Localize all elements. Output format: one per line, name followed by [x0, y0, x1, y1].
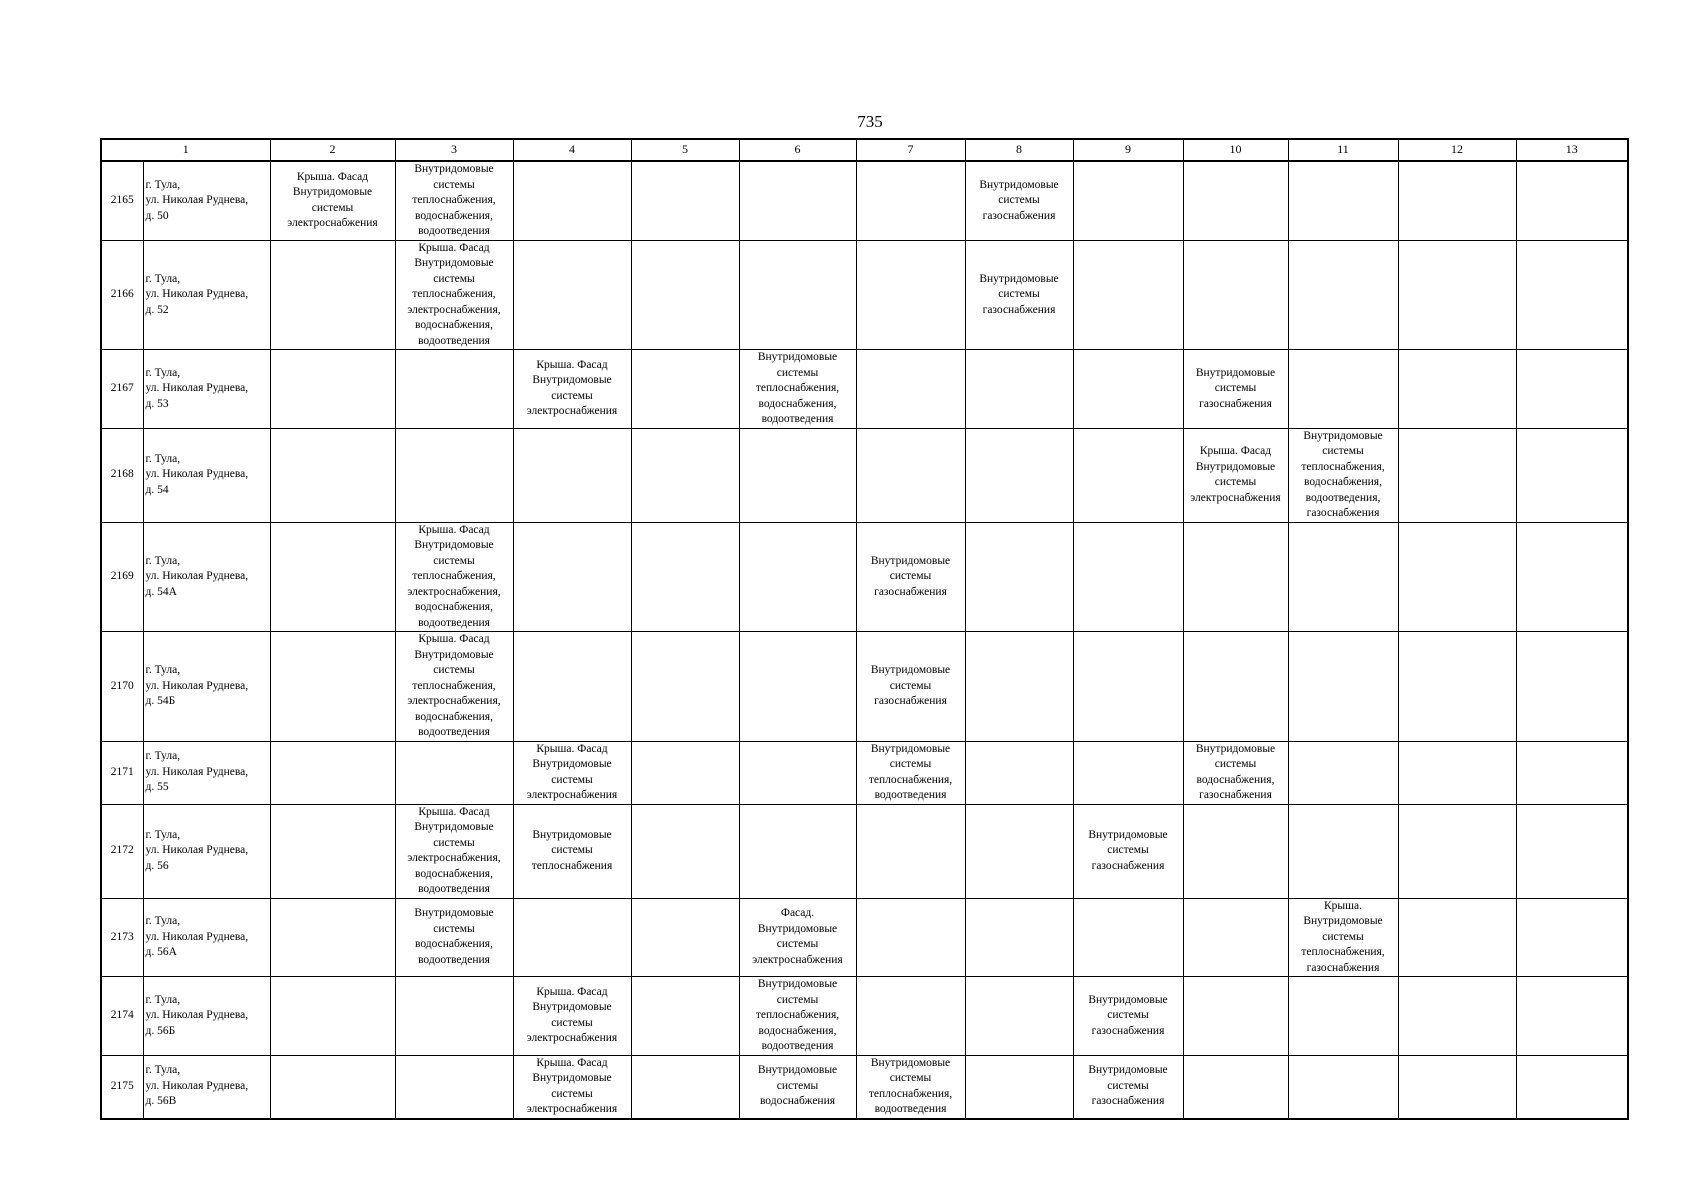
work-cell-col-9 — [1073, 632, 1183, 742]
address-cell — [143, 428, 270, 522]
work-description: Внутридомовые системы газоснабжения — [870, 664, 951, 707]
address-line: д. 55 — [145, 781, 169, 794]
work-cell-col-4 — [513, 898, 631, 977]
work-description: Внутридомовые системы водоснабжения, водоотведения — [414, 907, 494, 966]
work-cell-col-2 — [270, 977, 395, 1056]
address-line: ул. Николая Руднева, — [145, 468, 249, 481]
work-cell-col-6 — [739, 350, 856, 429]
table-row — [101, 350, 1628, 429]
work-cell-col-2 — [270, 350, 395, 429]
work-description: Фасад. Внутридомовые системы электроснабжения — [752, 907, 843, 966]
work-description: Внутридомовые системы водоснабжения — [757, 1064, 838, 1108]
work-cell-col-4 — [513, 240, 631, 350]
address-line: г. Тула, — [145, 664, 181, 676]
work-cell-col-5 — [631, 1055, 739, 1119]
work-cell-col-12 — [1398, 240, 1516, 350]
work-cell-col-7 — [856, 741, 965, 804]
table-row — [101, 632, 1628, 742]
work-cell-col-11 — [1288, 428, 1398, 522]
column-header-4: 4 — [513, 139, 631, 161]
work-cell-col-2 — [270, 804, 395, 898]
work-cell-col-8 — [965, 1055, 1073, 1119]
work-description: Внутридомовые системы газоснабжения — [979, 272, 1059, 316]
work-cell-col-2 — [270, 522, 395, 632]
work-cell-col-8 — [965, 240, 1073, 350]
work-cell-col-13 — [1516, 741, 1628, 804]
address-line: ул. Николая Руднева, — [145, 194, 249, 206]
work-description: Крыша. Фасад Внутридомовые системы теплоснабжения, электроснабжения, водоснабжения, водоотведения — [407, 523, 501, 629]
work-cell-col-4 — [513, 977, 631, 1056]
work-cell-col-5 — [631, 350, 739, 429]
work-cell-col-5 — [631, 741, 739, 804]
work-cell-col-8 — [965, 977, 1073, 1056]
work-cell-col-10 — [1183, 741, 1288, 804]
address-cell — [143, 1055, 270, 1119]
work-cell-col-3 — [395, 240, 513, 350]
work-description: Крыша. Фасад Внутридомовые системы электроснабжения — [526, 358, 618, 418]
address-line: г. Тула, — [145, 915, 181, 927]
address-line: д. 50 — [145, 209, 169, 222]
work-cell-col-6 — [739, 977, 856, 1056]
row-number: 2175 — [101, 1055, 143, 1119]
work-description: Внутридомовые системы теплоснабжения, водоснабжения, водоотведения — [412, 163, 496, 237]
work-cell-col-11 — [1288, 161, 1398, 240]
address-line: г. Тула, — [145, 366, 181, 379]
column-header-3: 3 — [395, 139, 513, 161]
work-cell-col-4 — [513, 428, 631, 522]
work-cell-col-9 — [1073, 977, 1183, 1056]
work-description: Внутридомовые системы газоснабжения — [870, 554, 951, 598]
address-line: ул. Николая Руднева, — [145, 570, 249, 582]
work-cell-col-10 — [1183, 1055, 1288, 1119]
address-line: ул. Николая Руднева, — [145, 382, 249, 394]
address-line: ул. Николая Руднева, — [145, 765, 249, 778]
row-number: 2168 — [101, 428, 143, 522]
column-header-1: 1 — [101, 139, 270, 161]
column-header-2: 2 — [270, 139, 395, 161]
address-cell — [143, 898, 270, 977]
work-cell-col-4 — [513, 522, 631, 632]
address-cell — [143, 804, 270, 898]
work-cell-col-5 — [631, 898, 739, 977]
work-cell-col-10 — [1183, 350, 1288, 429]
work-cell-col-3 — [395, 898, 513, 977]
work-cell-col-10 — [1183, 977, 1288, 1056]
column-header-13: 13 — [1516, 139, 1628, 161]
work-cell-col-7 — [856, 522, 965, 632]
work-cell-col-11 — [1288, 240, 1398, 350]
address-line: ул. Николая Руднева, — [145, 1079, 249, 1092]
address-line: д. 53 — [145, 397, 169, 410]
address-cell — [143, 240, 270, 350]
work-cell-col-6 — [739, 898, 856, 977]
column-number-header-row — [101, 139, 1628, 161]
work-cell-col-7 — [856, 240, 965, 350]
work-description: Внутридомовые системы теплоснабжения, водоснабжения, водоотведения, газоснабжения — [1301, 429, 1385, 519]
column-header-11: 11 — [1288, 139, 1398, 161]
work-cell-col-12 — [1398, 522, 1516, 632]
work-cell-col-13 — [1516, 161, 1628, 240]
row-number: 2171 — [101, 741, 143, 804]
work-cell-col-3 — [395, 741, 513, 804]
work-cell-col-6 — [739, 804, 856, 898]
work-cell-col-10 — [1183, 240, 1288, 350]
work-cell-col-4 — [513, 632, 631, 742]
work-cell-col-9 — [1073, 161, 1183, 240]
row-number: 2165 — [101, 161, 143, 240]
work-cell-col-9 — [1073, 522, 1183, 632]
column-header-12: 12 — [1398, 139, 1516, 161]
work-description: Внутридомовые системы газоснабжения — [1088, 993, 1168, 1037]
work-description: Внутридомовые системы теплоснабжения — [531, 828, 613, 872]
work-cell-col-13 — [1516, 632, 1628, 742]
work-description: Крыша. Фасад Внутридомовые системы электроснабжения — [526, 1056, 618, 1115]
work-cell-col-12 — [1398, 1055, 1516, 1119]
address-line: ул. Николая Руднева, — [145, 844, 249, 857]
address-line: г. Тула, — [145, 750, 181, 763]
work-cell-col-6 — [739, 632, 856, 742]
work-cell-col-7 — [856, 350, 965, 429]
work-schedule-table — [100, 138, 1629, 1120]
work-cell-col-5 — [631, 522, 739, 632]
address-cell — [143, 977, 270, 1056]
work-cell-col-6 — [739, 161, 856, 240]
table-row — [101, 161, 1628, 240]
work-cell-col-12 — [1398, 804, 1516, 898]
work-cell-col-12 — [1398, 428, 1516, 522]
address-line: ул. Николая Руднева, — [145, 288, 249, 300]
work-cell-col-4 — [513, 741, 631, 804]
work-cell-col-3 — [395, 522, 513, 632]
address-line: г. Тула, — [145, 828, 181, 841]
work-cell-col-7 — [856, 804, 965, 898]
work-description: Крыша. Фасад Внутридомовые системы электроснабжения — [1190, 445, 1281, 504]
work-cell-col-2 — [270, 1055, 395, 1119]
address-line: д. 56В — [145, 1095, 177, 1108]
work-cell-col-5 — [631, 977, 739, 1056]
row-number: 2174 — [101, 977, 143, 1056]
work-cell-col-8 — [965, 741, 1073, 804]
address-line: ул. Николая Руднева, — [145, 1009, 249, 1021]
address-line: г. Тула, — [145, 272, 181, 285]
work-cell-col-8 — [965, 350, 1073, 429]
work-cell-col-10 — [1183, 428, 1288, 522]
address-line: г. Тула, — [145, 452, 181, 465]
work-cell-col-12 — [1398, 632, 1516, 742]
work-cell-col-2 — [270, 428, 395, 522]
work-cell-col-2 — [270, 240, 395, 350]
table-row — [101, 898, 1628, 977]
row-number: 2173 — [101, 898, 143, 977]
work-cell-col-9 — [1073, 741, 1183, 804]
work-cell-col-12 — [1398, 741, 1516, 804]
work-cell-col-5 — [631, 632, 739, 742]
table-row — [101, 522, 1628, 632]
row-number: 2172 — [101, 804, 143, 898]
column-header-6: 6 — [739, 139, 856, 161]
work-description: Крыша. Фасад Внутридомовые системы электроснабжения, водоснабжения, водоотведения — [407, 805, 501, 895]
row-number: 2166 — [101, 240, 143, 350]
work-description: Внутридомовые системы газоснабжения — [979, 178, 1059, 222]
work-cell-col-7 — [856, 898, 965, 977]
work-cell-col-6 — [739, 1055, 856, 1119]
page-number: 735 — [857, 112, 883, 131]
work-cell-col-11 — [1288, 898, 1398, 977]
address-cell — [143, 522, 270, 632]
work-cell-col-12 — [1398, 898, 1516, 977]
work-cell-col-13 — [1516, 240, 1628, 350]
work-cell-col-12 — [1398, 977, 1516, 1056]
work-cell-col-7 — [856, 428, 965, 522]
work-cell-col-13 — [1516, 522, 1628, 632]
work-description: Внутридомовые системы теплоснабжения, водоотведения — [868, 742, 953, 801]
work-cell-col-11 — [1288, 1055, 1398, 1119]
work-cell-col-10 — [1183, 161, 1288, 240]
work-cell-col-11 — [1288, 522, 1398, 632]
work-cell-col-5 — [631, 161, 739, 240]
work-cell-col-11 — [1288, 350, 1398, 429]
work-cell-col-2 — [270, 741, 395, 804]
address-cell — [143, 741, 270, 804]
address-cell — [143, 632, 270, 742]
work-cell-col-5 — [631, 804, 739, 898]
column-header-9: 9 — [1073, 139, 1183, 161]
work-description: Крыша. Фасад Внутридомовые системы электроснабжения — [287, 170, 378, 230]
work-cell-col-6 — [739, 428, 856, 522]
work-cell-col-12 — [1398, 161, 1516, 240]
table-row — [101, 741, 1628, 804]
work-cell-col-6 — [739, 741, 856, 804]
work-cell-col-8 — [965, 428, 1073, 522]
column-header-8: 8 — [965, 139, 1073, 161]
work-cell-col-9 — [1073, 1055, 1183, 1119]
work-cell-col-5 — [631, 240, 739, 350]
table-row — [101, 428, 1628, 522]
work-description: Внутридомовые системы теплоснабжения, водоотведения — [868, 1056, 953, 1115]
table-body — [101, 161, 1628, 1119]
column-header-5: 5 — [631, 139, 739, 161]
work-cell-col-10 — [1183, 522, 1288, 632]
work-cell-col-3 — [395, 1055, 513, 1119]
row-number: 2169 — [101, 522, 143, 632]
work-cell-col-8 — [965, 898, 1073, 977]
work-cell-col-9 — [1073, 240, 1183, 350]
work-description: Внутридомовые системы газоснабжения — [1088, 1064, 1168, 1108]
work-cell-col-7 — [856, 1055, 965, 1119]
work-cell-col-9 — [1073, 898, 1183, 977]
work-cell-col-13 — [1516, 350, 1628, 429]
work-description: Внутридомовые системы теплоснабжения, водоснабжения, водоотведения — [755, 978, 840, 1052]
work-description: Крыша. Внутридомовые системы теплоснабжения, газоснабжения — [1301, 899, 1385, 974]
work-cell-col-13 — [1516, 898, 1628, 977]
work-cell-col-9 — [1073, 428, 1183, 522]
work-cell-col-3 — [395, 428, 513, 522]
address-line: г. Тула, — [145, 554, 181, 567]
work-cell-col-9 — [1073, 804, 1183, 898]
address-line: д. 56 — [145, 859, 169, 872]
address-line: д. 56Б — [145, 1024, 176, 1037]
work-cell-col-10 — [1183, 632, 1288, 742]
work-cell-col-3 — [395, 350, 513, 429]
address-line: ул. Николая Руднева, — [145, 930, 249, 943]
work-cell-col-11 — [1288, 977, 1398, 1056]
work-cell-col-8 — [965, 804, 1073, 898]
work-description: Крыша. Фасад Внутридомовые системы теплоснабжения, электроснабжения, водоснабжения, водоотведения — [407, 241, 501, 347]
address-line: д. 52 — [145, 303, 169, 316]
address-line: д. 54Б — [145, 695, 176, 707]
work-cell-col-9 — [1073, 350, 1183, 429]
work-cell-col-4 — [513, 804, 631, 898]
work-cell-col-7 — [856, 977, 965, 1056]
work-description: Внутридомовые системы газоснабжения — [1195, 366, 1276, 410]
address-line: д. 54А — [145, 585, 177, 598]
work-cell-col-8 — [965, 632, 1073, 742]
work-description: Внутридомовые системы теплоснабжения, водоснабжения, водоотведения — [755, 351, 840, 425]
work-cell-col-13 — [1516, 428, 1628, 522]
address-line: ул. Николая Руднева, — [145, 679, 249, 692]
column-header-7: 7 — [856, 139, 965, 161]
work-cell-col-11 — [1288, 632, 1398, 742]
work-cell-col-2 — [270, 161, 395, 240]
work-description: Крыша. Фасад Внутридомовые системы электроснабжения — [526, 742, 618, 801]
work-cell-col-6 — [739, 522, 856, 632]
row-number: 2170 — [101, 632, 143, 742]
row-number: 2167 — [101, 350, 143, 429]
work-description: Крыша. Фасад Внутридомовые системы теплоснабжения, электроснабжения, водоснабжения, водоотведения — [407, 633, 501, 738]
address-line: д. 56А — [145, 946, 177, 958]
address-line: д. 54 — [145, 483, 169, 496]
table-row — [101, 240, 1628, 350]
work-description: Внутридомовые системы газоснабжения — [1088, 828, 1168, 872]
work-cell-col-6 — [739, 240, 856, 350]
table-row — [101, 804, 1628, 898]
work-description: Внутридомовые системы водоснабжения, газоснабжения — [1195, 742, 1276, 801]
table-row — [101, 1055, 1628, 1119]
work-cell-col-2 — [270, 632, 395, 742]
work-cell-col-4 — [513, 161, 631, 240]
address-line: г. Тула, — [145, 993, 181, 1006]
work-cell-col-3 — [395, 632, 513, 742]
work-cell-col-7 — [856, 632, 965, 742]
work-cell-col-5 — [631, 428, 739, 522]
work-cell-col-3 — [395, 161, 513, 240]
work-cell-col-13 — [1516, 977, 1628, 1056]
work-cell-col-11 — [1288, 741, 1398, 804]
work-cell-col-3 — [395, 977, 513, 1056]
work-cell-col-11 — [1288, 804, 1398, 898]
work-cell-col-2 — [270, 898, 395, 977]
table-row — [101, 977, 1628, 1056]
work-cell-col-4 — [513, 1055, 631, 1119]
address-cell — [143, 350, 270, 429]
work-cell-col-7 — [856, 161, 965, 240]
work-description: Крыша. Фасад Внутридомовые системы электроснабжения — [526, 985, 618, 1045]
work-cell-col-10 — [1183, 804, 1288, 898]
work-cell-col-12 — [1398, 350, 1516, 429]
work-cell-col-8 — [965, 522, 1073, 632]
work-cell-col-13 — [1516, 1055, 1628, 1119]
work-cell-col-3 — [395, 804, 513, 898]
address-line: г. Тула, — [145, 1064, 181, 1077]
work-cell-col-8 — [965, 161, 1073, 240]
address-line: г. Тула, — [145, 178, 181, 191]
work-cell-col-13 — [1516, 804, 1628, 898]
address-cell — [143, 161, 270, 240]
column-header-10: 10 — [1183, 139, 1288, 161]
work-cell-col-4 — [513, 350, 631, 429]
work-cell-col-10 — [1183, 898, 1288, 977]
